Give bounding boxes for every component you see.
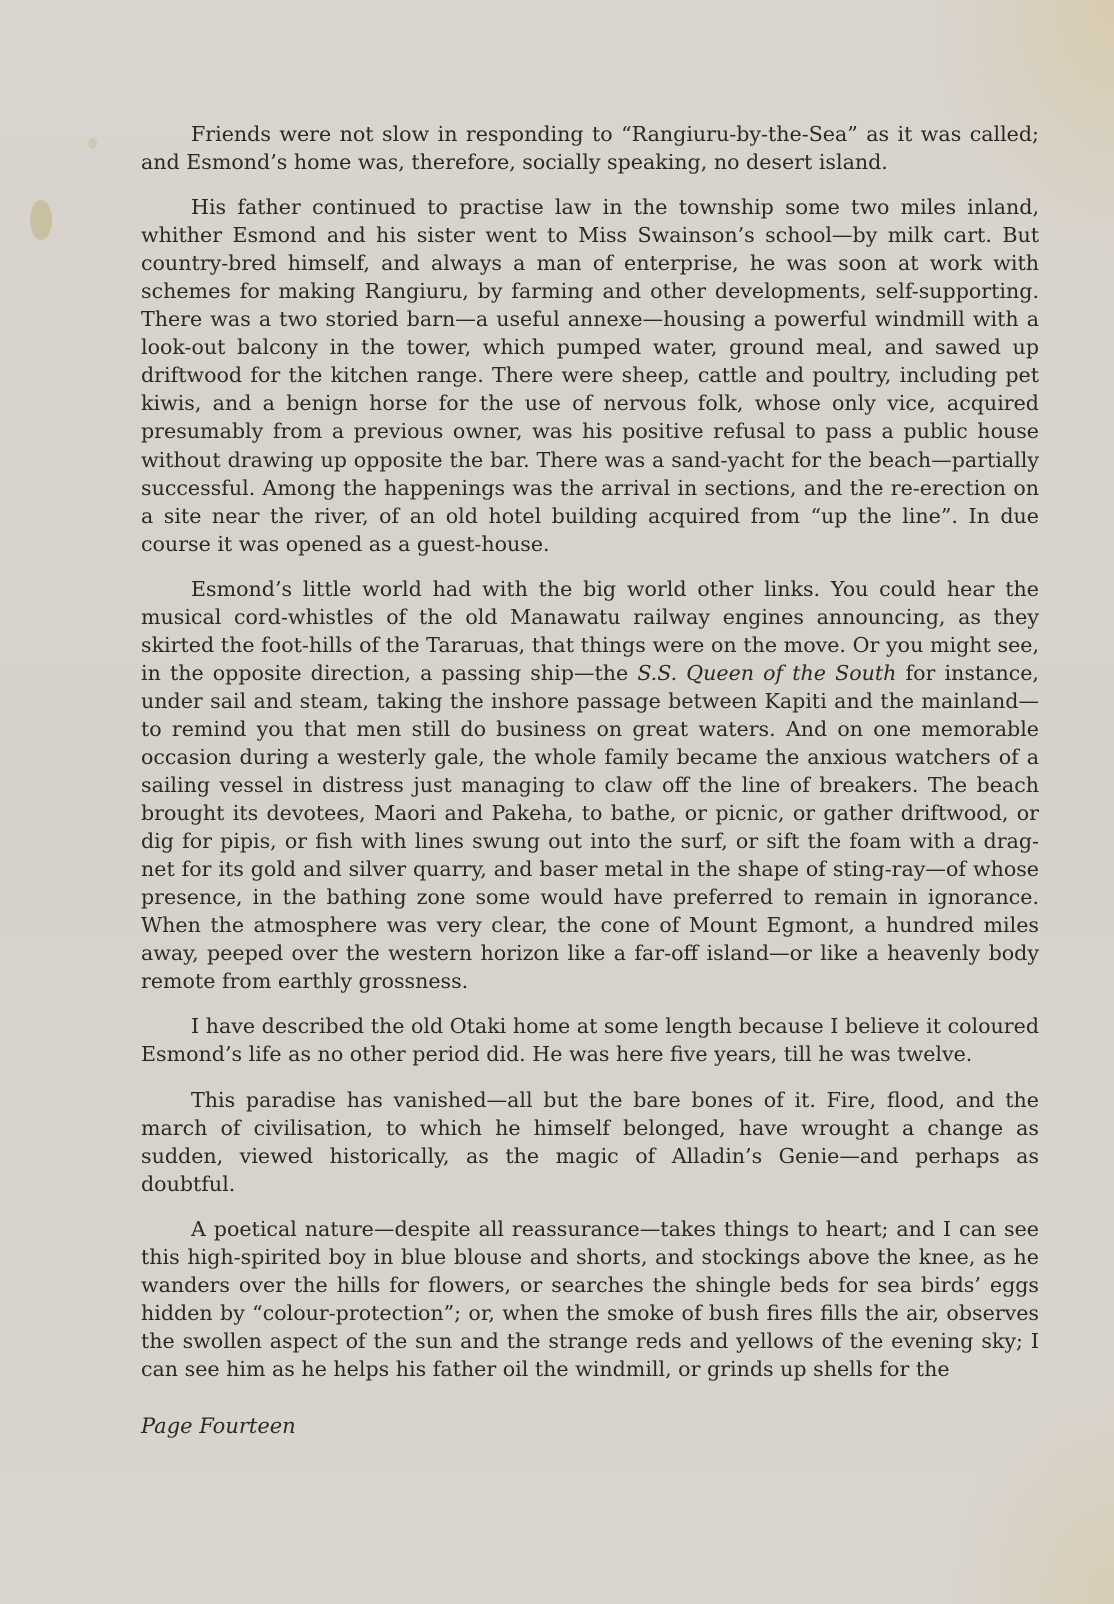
- paragraph-2: His father continued to practise law in the township some two miles inland, whither Esmond and his sister went to Miss Swainson’s school—by milk cart. But country-bred himself, and always a man of enterprise, he was soon at work with schemes for making Rangiuru, by farming and other developments, self-supporting. There was a two storied barn—a useful annexe—housing a powerful windmill with a look-out balcony in the tower, which pumped water, ground meal, and sawed up driftwood for the kitchen range. There were sheep, cattle and poultry, including pet kiwis, and a benign horse for the use of nervous folk, whose only vice, acquired presumably from a previous owner, was his positive refusal to pass a public house without drawing up opposite the bar. There was a sand-yacht for the beach—partially successful. Among the happenings was the arrival in sections, and the re-erection on a site near the river, of an old hotel building acquired from “up the line”. In due course it was opened as a guest-house.: [141, 195, 1039, 556]
- paragraph-3: [141, 575, 1039, 996]
- paragraph-4: I have described the old Otaki home at some length because I believe it coloured Esmond’s life as no other period did. He was here five years, till he was twelve.: [141, 1014, 1039, 1067]
- body-text: [141, 120, 1039, 1400]
- paragraph-3-text-before: Esmond’s little world had with the big world other links. You could hear the musical cord-whistles of the old Manawatu railway engines announcing, as they skirted the foot-hills of the Tararuas, that things were on the move. Or you might see, in the opposite direction, a passing ship—the: [141, 576, 1039, 685]
- ship-name: S.S. Queen of the South: [637, 660, 897, 685]
- paragraph-3-text-after: for instance, under sail and steam, taking the inshore passage between Kapiti and the mainland—to remind you that men still do business on great waters. And on one memorable occasion during a westerly gale, the whole family became the anxious watchers of a sailing vessel in distress just managing to claw off the line of breakers. The beach brought its devotees, Maori and Pakeha, to bathe, or picnic, or gather driftwood, or dig for pipis, or fish with lines swung out into the surf, or sift the foam with a drag-net for its gold and silver quarry, and baser metal in the shape of sting-ray—of whose presence, in the bathing zone some would have preferred to remain in ignorance. When the atmosphere was very clear, the cone of Mount Egmont, a hundred miles away, peeped over the western horizon like a far-off island—or like a heavenly body remote from earthly grossness.: [141, 660, 1039, 994]
- paragraph-5: This paradise has vanished—all but the bare bones of it. Fire, flood, and the march of civilisation, to which he himself belonged, have wrought a change as sudden, viewed historically, as the magic of Alladin’s Genie—and perhaps as doubtful.: [141, 1087, 1039, 1196]
- paragraph-1: Friends were not slow in responding to “Rangiuru-by-the-Sea” as it was called; and Esmond’s home was, therefore, socially speaking, no desert island.: [141, 122, 1039, 175]
- paper-stain: [88, 138, 97, 149]
- paper-stain: [30, 200, 52, 240]
- page-number-label: Page Fourteen: [141, 1414, 296, 1438]
- paragraph-6: A poetical nature—despite all reassurance—takes things to heart; and I can see this high-spirited boy in blue blouse and shorts, and stockings above the knee, as he wanders over the hills for flowers, or searches the shingle beds for sea birds’ eggs hidden by “colour-protection”; or, when the smoke of bush fires fills the air, observes the swollen aspect of the sun and the strange reds and yellows of the evening sky; I can see him as he helps his father oil the windmill, or grinds up shells for the: [141, 1216, 1039, 1381]
